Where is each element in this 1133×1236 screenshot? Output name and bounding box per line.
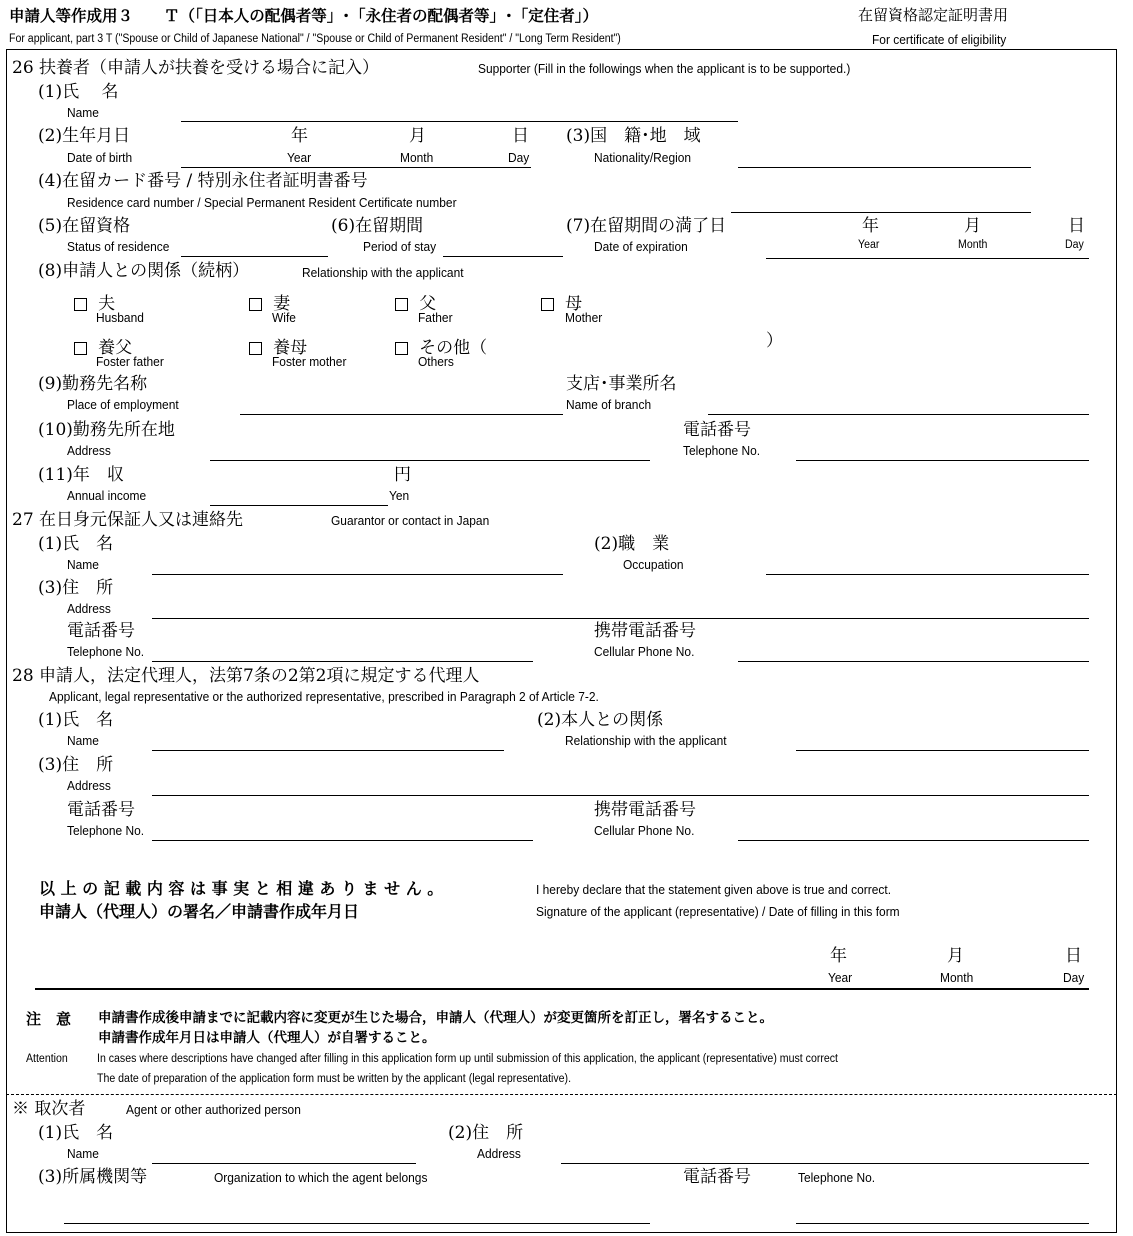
rel-option-label: その他（ — [419, 338, 488, 358]
s26-dob-label-en: Date of birth — [67, 150, 133, 165]
s27-name-label-en: Name — [67, 557, 99, 572]
checkbox-icon[interactable] — [249, 298, 262, 311]
decl-month-en: Month — [940, 970, 974, 985]
s26-rel-label: (8)申請人との関係（続柄） — [38, 261, 250, 281]
s26-dob-year-en: Year — [287, 150, 312, 165]
s26-yen: 円 — [394, 465, 411, 485]
declaration-line1-jp: 以 上 の 記 載 内 容 は 事 実 と 相 違 あ り ま せ ん 。 — [39, 879, 444, 898]
s27-cell-label-en: Cellular Phone No. — [594, 644, 695, 659]
s26-addr-label: (10)勤務先所在地 — [38, 420, 175, 440]
s26-exp-label: (7)在留期間の満了日 — [566, 216, 727, 236]
s26-nat-label-en: Nationality/Region — [594, 150, 692, 165]
s28-rel-label-en: Relationship with the applicant — [565, 733, 727, 748]
s28-name-label: (1)氏 名 — [38, 710, 114, 730]
declaration-line2-jp: 申請人（代理人）の署名／申請書作成年月日 — [39, 902, 360, 921]
s26-dob-field[interactable] — [181, 167, 531, 168]
s26-exp-month: 月 — [964, 216, 981, 236]
decl-day-en: Day — [1063, 970, 1085, 985]
s26-heading-en: Supporter (Fill in the followings when the applicant is to be supported.) — [478, 61, 851, 76]
s26-exp-month-en: Month — [958, 239, 988, 251]
s26-emp-label: (9)勤務先名称 — [38, 374, 148, 394]
rel-option-label: 妻 — [273, 294, 291, 314]
agent-org-field[interactable] — [64, 1223, 650, 1224]
declaration-line2-en: Signature of the applicant (representative) / Date of filling in this form — [536, 904, 900, 919]
attention-jp1: 申請書作成後申請までに記載内容に変更が生じた場合，申請人（代理人）が変更箇所を訂正し，署名すること。 — [98, 1010, 773, 1026]
attention-label-en: Attention — [26, 1053, 68, 1065]
s27-addr-label-en: Address — [67, 601, 111, 616]
s27-tel-field[interactable] — [152, 661, 533, 662]
declaration-line1-en: I hereby declare that the statement given above is true and correct. — [536, 882, 892, 897]
s28-name-field[interactable] — [152, 750, 504, 751]
checkbox-icon[interactable] — [541, 298, 554, 311]
s27-cell-field[interactable] — [738, 661, 1089, 662]
s28-heading-jp: 28 申請人，法定代理人，法第7条の2第2項に規定する代理人 — [12, 666, 480, 686]
agent-addr-label-en: Address — [477, 1146, 521, 1161]
s28-addr-field[interactable] — [152, 795, 1089, 796]
rel-option-label: 父 — [419, 294, 437, 314]
s26-addr-field[interactable] — [210, 460, 650, 461]
checkbox-icon[interactable] — [74, 298, 87, 311]
s26-status-label-en: Status of residence — [67, 239, 170, 254]
s28-cell-label-en: Cellular Phone No. — [594, 823, 695, 838]
form-title-jp: 申請人等作成用３ Ｔ（「日本人の配偶者等」･「永住者の配偶者等」･「定住者」） — [9, 7, 599, 25]
cut-line-divider — [6, 1094, 1117, 1095]
rel-others-en: Others — [418, 354, 454, 369]
agent-addr-label: (2)住 所 — [448, 1123, 524, 1143]
s26-status-field[interactable] — [181, 256, 328, 257]
s26-dob-year: 年 — [291, 126, 308, 146]
rel-husband-en: Husband — [96, 310, 144, 325]
rel-option-label: 母 — [565, 294, 583, 314]
s26-branch-field[interactable] — [708, 414, 1089, 415]
rel-foster-father-en: Foster father — [96, 354, 164, 369]
checkbox-icon[interactable] — [249, 342, 262, 355]
s26-income-label-en: Annual income — [67, 488, 147, 503]
s28-rel-field[interactable] — [796, 750, 1089, 751]
rel-wife-en: Wife — [272, 310, 296, 325]
attention-en2: The date of preparation of the application form must be written by the applicant (legal representative). — [97, 1073, 572, 1085]
s26-branch-label: 支店･事業所名 — [566, 374, 677, 394]
rel-foster-mother-en: Foster mother — [272, 354, 347, 369]
s28-cell-field[interactable] — [738, 840, 1089, 841]
s28-tel-label-en: Telephone No. — [67, 823, 145, 838]
agent-heading-en: Agent or other authorized person — [126, 1102, 301, 1117]
s26-card-label-en: Residence card number / Special Permanent Resident Certificate number — [67, 195, 457, 210]
s26-dob-month: 月 — [409, 126, 426, 146]
s26-exp-day: 日 — [1068, 216, 1085, 236]
s26-branch-label-en: Name of branch — [566, 397, 652, 412]
rel-option-label: 養父 — [98, 338, 133, 358]
agent-addr-field[interactable] — [561, 1163, 1089, 1164]
agent-org-label-en: Organization to which the agent belongs — [214, 1170, 428, 1185]
purpose-jp: 在留資格認定証明書用 — [858, 6, 1009, 24]
s26-dob-label: (2)生年月日 — [38, 126, 131, 146]
checkbox-icon[interactable] — [395, 342, 408, 355]
agent-name-label-en: Name — [67, 1146, 99, 1161]
s26-tel-field[interactable] — [796, 460, 1089, 461]
s27-occ-label: (2)職 業 — [594, 534, 670, 554]
s28-tel-label: 電話番号 — [67, 800, 135, 820]
s28-addr-label-en: Address — [67, 778, 111, 793]
attention-en1: In cases where descriptions have changed after filling in this application form up until submission of this application, the applicant (representative) must correct — [97, 1053, 838, 1065]
s26-yen-en: Yen — [389, 488, 410, 503]
s26-heading-jp: 26 扶養者（申請人が扶養を受ける場合に記入） — [12, 58, 380, 78]
s26-exp-year: 年 — [862, 216, 879, 236]
s27-name-field[interactable] — [152, 574, 563, 575]
s26-exp-field[interactable] — [766, 258, 1089, 259]
agent-tel-field[interactable] — [796, 1223, 1089, 1224]
s26-period-label-en: Period of stay — [363, 239, 437, 254]
s26-nat-label: (3)国 籍･地 域 — [566, 126, 701, 146]
s26-rel-label-en: Relationship with the applicant — [302, 265, 464, 280]
s27-cell-label: 携帯電話番号 — [594, 621, 696, 641]
s28-cell-label: 携帯電話番号 — [594, 800, 696, 820]
checkbox-icon[interactable] — [74, 342, 87, 355]
s26-dob-day: 日 — [512, 126, 529, 146]
s27-addr-field[interactable] — [152, 618, 1089, 619]
s27-addr-label: (3)住 所 — [38, 578, 114, 598]
s26-dob-month-en: Month — [400, 150, 434, 165]
agent-name-field[interactable] — [152, 1163, 416, 1164]
decl-year-en: Year — [828, 970, 853, 985]
rel-option-label: 養母 — [273, 338, 308, 358]
s26-period-field[interactable] — [443, 256, 563, 257]
agent-heading-jp: ※ 取次者 — [12, 1099, 86, 1119]
purpose-en: For certificate of eligibility — [872, 32, 1007, 47]
rel-mother-en: Mother — [565, 310, 603, 325]
agent-tel-label: 電話番号 — [683, 1167, 751, 1187]
s27-occ-label-en: Occupation — [623, 557, 684, 572]
s26-exp-day-en: Day — [1065, 239, 1084, 251]
s26-nat-field[interactable] — [738, 167, 1031, 168]
s28-addr-label: (3)住 所 — [38, 755, 114, 775]
s26-period-label: (6)在留期間 — [331, 216, 424, 236]
s26-name-label-en: Name — [67, 105, 99, 120]
s26-name-field[interactable] — [181, 121, 738, 122]
signature-date-field[interactable] — [35, 988, 1089, 990]
decl-month: 月 — [947, 946, 964, 966]
s28-heading-en: Applicant, legal representative or the authorized representative, prescribed in Paragraph 2 of Article 7-2. — [49, 689, 599, 704]
decl-day: 日 — [1065, 946, 1082, 966]
s26-tel-label-en: Telephone No. — [683, 443, 761, 458]
s27-occ-field[interactable] — [766, 574, 1089, 575]
agent-org-label: (3)所属機関等 — [38, 1167, 148, 1187]
s26-income-field[interactable] — [210, 505, 388, 506]
s28-rel-label: (2)本人との関係 — [537, 710, 664, 730]
s26-exp-label-en: Date of expiration — [594, 239, 688, 254]
form-title-en: For applicant, part 3 T ("Spouse or Child of Japanese National" / "Spouse or Child of Permanent Resident" / "Long Term Resident") — [9, 33, 621, 45]
s26-addr-label-en: Address — [67, 443, 111, 458]
s26-card-label: (4)在留カード番号 / 特別永住者証明書番号 — [38, 171, 368, 191]
s26-dob-day-en: Day — [508, 150, 530, 165]
s26-card-field[interactable] — [731, 212, 1031, 213]
checkbox-icon[interactable] — [395, 298, 408, 311]
s27-tel-label: 電話番号 — [67, 621, 135, 641]
s27-name-label: (1)氏 名 — [38, 534, 114, 554]
s26-exp-year-en: Year — [858, 239, 880, 251]
s26-name-label: (1)氏 名 — [38, 82, 119, 102]
s26-emp-field[interactable] — [240, 414, 563, 415]
attention-jp2: 申請書作成年月日は申請人（代理人）が自署すること。 — [98, 1030, 436, 1046]
agent-tel-label-en: Telephone No. — [798, 1170, 876, 1185]
s26-tel-label: 電話番号 — [683, 420, 751, 440]
agent-name-label: (1)氏 名 — [38, 1123, 114, 1143]
rel-father-en: Father — [418, 310, 453, 325]
s28-tel-field[interactable] — [152, 840, 533, 841]
attention-label-jp: 注 意 — [26, 1010, 72, 1028]
s26-status-label: (5)在留資格 — [38, 216, 131, 236]
decl-year: 年 — [830, 946, 847, 966]
rel-others-close: ） — [766, 331, 783, 351]
s28-name-label-en: Name — [67, 733, 99, 748]
rel-option-label: 夫 — [98, 294, 116, 314]
s26-emp-label-en: Place of employment — [67, 397, 179, 412]
s27-heading-jp: 27 在日身元保証人又は連絡先 — [12, 510, 244, 530]
s27-heading-en: Guarantor or contact in Japan — [331, 513, 490, 528]
s27-tel-label-en: Telephone No. — [67, 644, 145, 659]
s26-income-label: (11)年 収 — [38, 465, 124, 485]
